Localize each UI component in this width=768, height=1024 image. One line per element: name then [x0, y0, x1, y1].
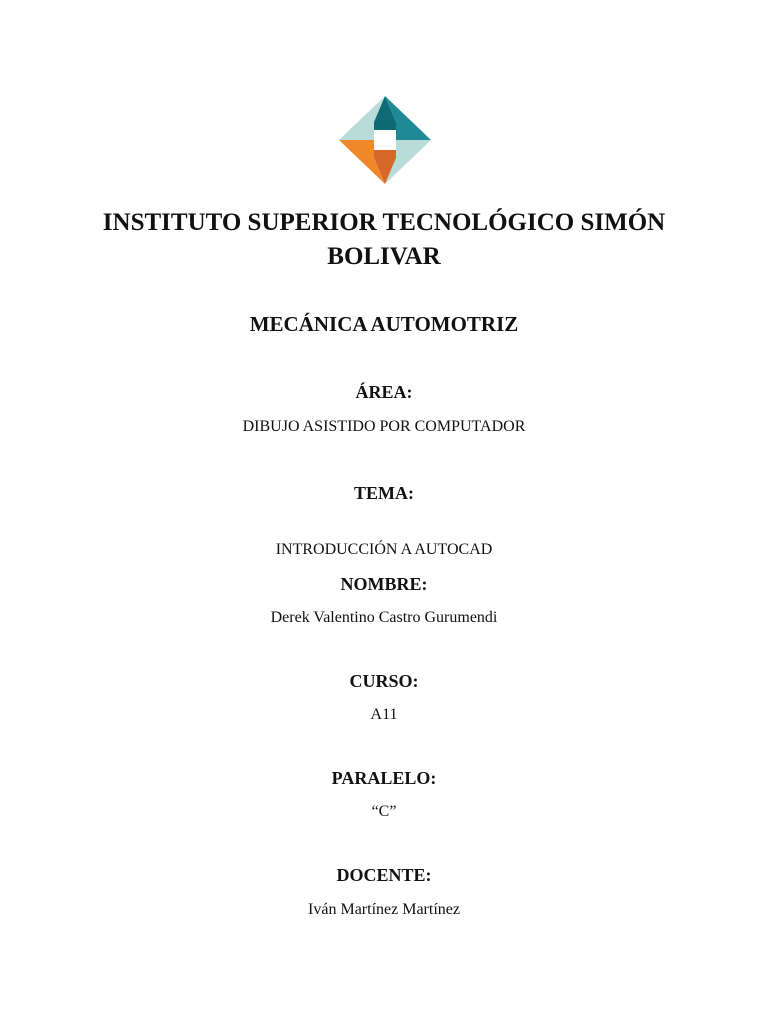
logo-center-square [374, 130, 396, 150]
institute-title [0, 206, 768, 274]
curso-label: CURSO: [349, 671, 419, 691]
docente-value: Iván Martínez Martínez [308, 901, 460, 918]
institute-diamond-logo-icon [337, 94, 433, 186]
tema-label: TEMA: [354, 483, 414, 503]
tema-value: INTRODUCCIÓN A AUTOCAD [275, 541, 493, 558]
institute-title-line-2: BOLIVAR [327, 243, 441, 270]
nombre-label: NOMBRE: [340, 574, 428, 594]
area-label: ÁREA: [355, 382, 413, 402]
docente-label: DOCENTE: [336, 865, 432, 885]
career-title: MECÁNICA AUTOMOTRIZ [249, 312, 519, 336]
paralelo-value: “C” [371, 803, 397, 820]
nombre-value: Derek Valentino Castro Gurumendi [270, 609, 498, 626]
paralelo-label: PARALELO: [331, 768, 437, 788]
institute-title-line-1: INSTITUTO SUPERIOR TECNOLÓGICO SIMÓN [102, 209, 666, 236]
curso-value: A11 [370, 706, 398, 723]
area-value: DIBUJO ASISTIDO POR COMPUTADOR [242, 418, 526, 435]
